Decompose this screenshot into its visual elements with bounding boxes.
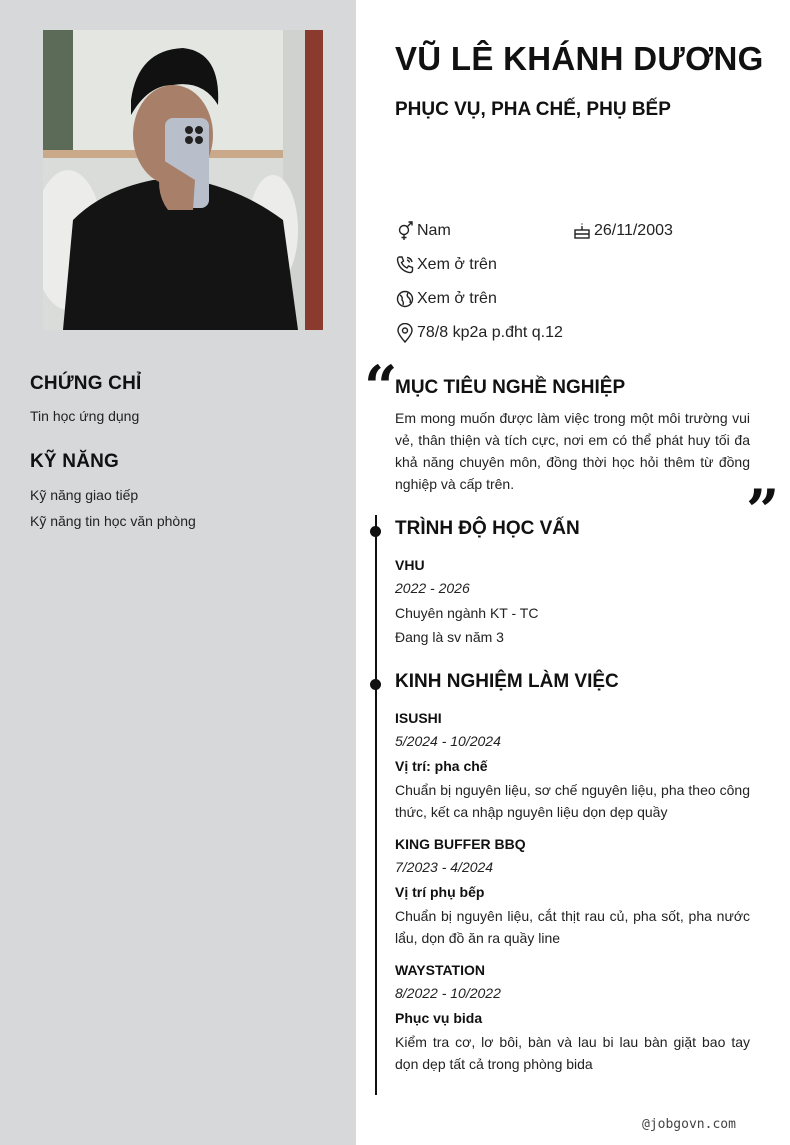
education-period: 2022 - 2026 <box>395 580 470 596</box>
gender-row <box>395 221 451 241</box>
website-row <box>395 289 497 309</box>
job-period: 8/2022 - 10/2022 <box>395 985 501 1001</box>
education-note: Đang là sv năm 3 <box>395 629 504 645</box>
cake-icon <box>572 221 592 241</box>
job-company: WAYSTATION <box>395 962 485 978</box>
skill-item: Kỹ năng giao tiếp <box>30 487 139 503</box>
watermark: @jobgovn.com <box>642 1117 736 1132</box>
job-period: 5/2024 - 10/2024 <box>395 733 501 749</box>
address-row <box>395 323 563 343</box>
profile-photo <box>43 30 323 330</box>
skills-title: KỸ NĂNG <box>30 451 120 472</box>
skill-item: Kỹ năng tin học văn phòng <box>30 513 196 529</box>
job-description: Kiểm tra cơ, lơ bôi, bàn và lau bi lau bàn giặt bao tay dọn dẹp tất cả trong phòng bida <box>395 1034 750 1072</box>
candidate-name: VŨ LÊ KHÁNH DƯƠNG <box>395 40 764 77</box>
job-company: KING BUFFER BBQ <box>395 836 526 852</box>
phone-row <box>395 255 497 275</box>
globe-icon <box>395 289 415 309</box>
close-quote-icon: ” <box>746 477 780 545</box>
objective-text: Em mong muốn được làm việc trong một môi trường vui vẻ, thân thiện và tích cực, nơi em có thể phát huy tối đa khả năng chuyên môn, đồng thời học hỏi thêm từ đồng nghiệp và cấp trên. <box>395 410 750 492</box>
timeline-line <box>375 515 377 1095</box>
map-pin-icon <box>395 323 415 343</box>
school-name: VHU <box>395 557 425 573</box>
job-position: Phục vụ bida <box>395 1010 483 1026</box>
address-value: 78/8 kp2a p.đht q.12 <box>417 324 563 341</box>
certificate-item: Tin học ứng dụng <box>30 408 140 424</box>
objective-title: MỤC TIÊU NGHỀ NGHIỆP <box>395 377 626 398</box>
phone-icon <box>395 255 415 275</box>
phone-value: Xem ở trên <box>417 256 497 273</box>
job-description: Chuẩn bị nguyên liệu, sơ chế nguyên liệu, pha theo công thức, kết ca nhập nguyên liệu dọn dẹp quầy <box>395 782 750 820</box>
birthdate-value: 26/11/2003 <box>594 222 673 239</box>
timeline-dot <box>370 526 381 537</box>
experience-title: KINH NGHIỆM LÀM VIỆC <box>395 671 619 692</box>
certificates-title: CHỨNG CHỈ <box>30 373 142 394</box>
job-company: ISUSHI <box>395 710 442 726</box>
job-description: Chuẩn bị nguyên liệu, cắt thịt rau củ, pha sốt, pha nước lẩu, dọn đồ ăn ra quầy line <box>395 908 750 946</box>
job-position: Vị trí phụ bếp <box>395 884 485 900</box>
website-value: Xem ở trên <box>417 290 497 307</box>
birthdate-row <box>572 221 673 241</box>
education-title: TRÌNH ĐỘ HỌC VẤN <box>395 518 580 539</box>
education-major: Chuyên ngành KT - TC <box>395 605 539 621</box>
gender-icon <box>395 221 415 241</box>
timeline-dot <box>370 679 381 690</box>
job-period: 7/2023 - 4/2024 <box>395 859 494 875</box>
desired-position: PHỤC VỤ, PHA CHẾ, PHỤ BẾP <box>395 99 671 120</box>
open-quote-icon: “ <box>364 353 398 421</box>
job-position: Vị trí: pha chế <box>395 758 488 774</box>
gender-value: Nam <box>417 222 451 239</box>
